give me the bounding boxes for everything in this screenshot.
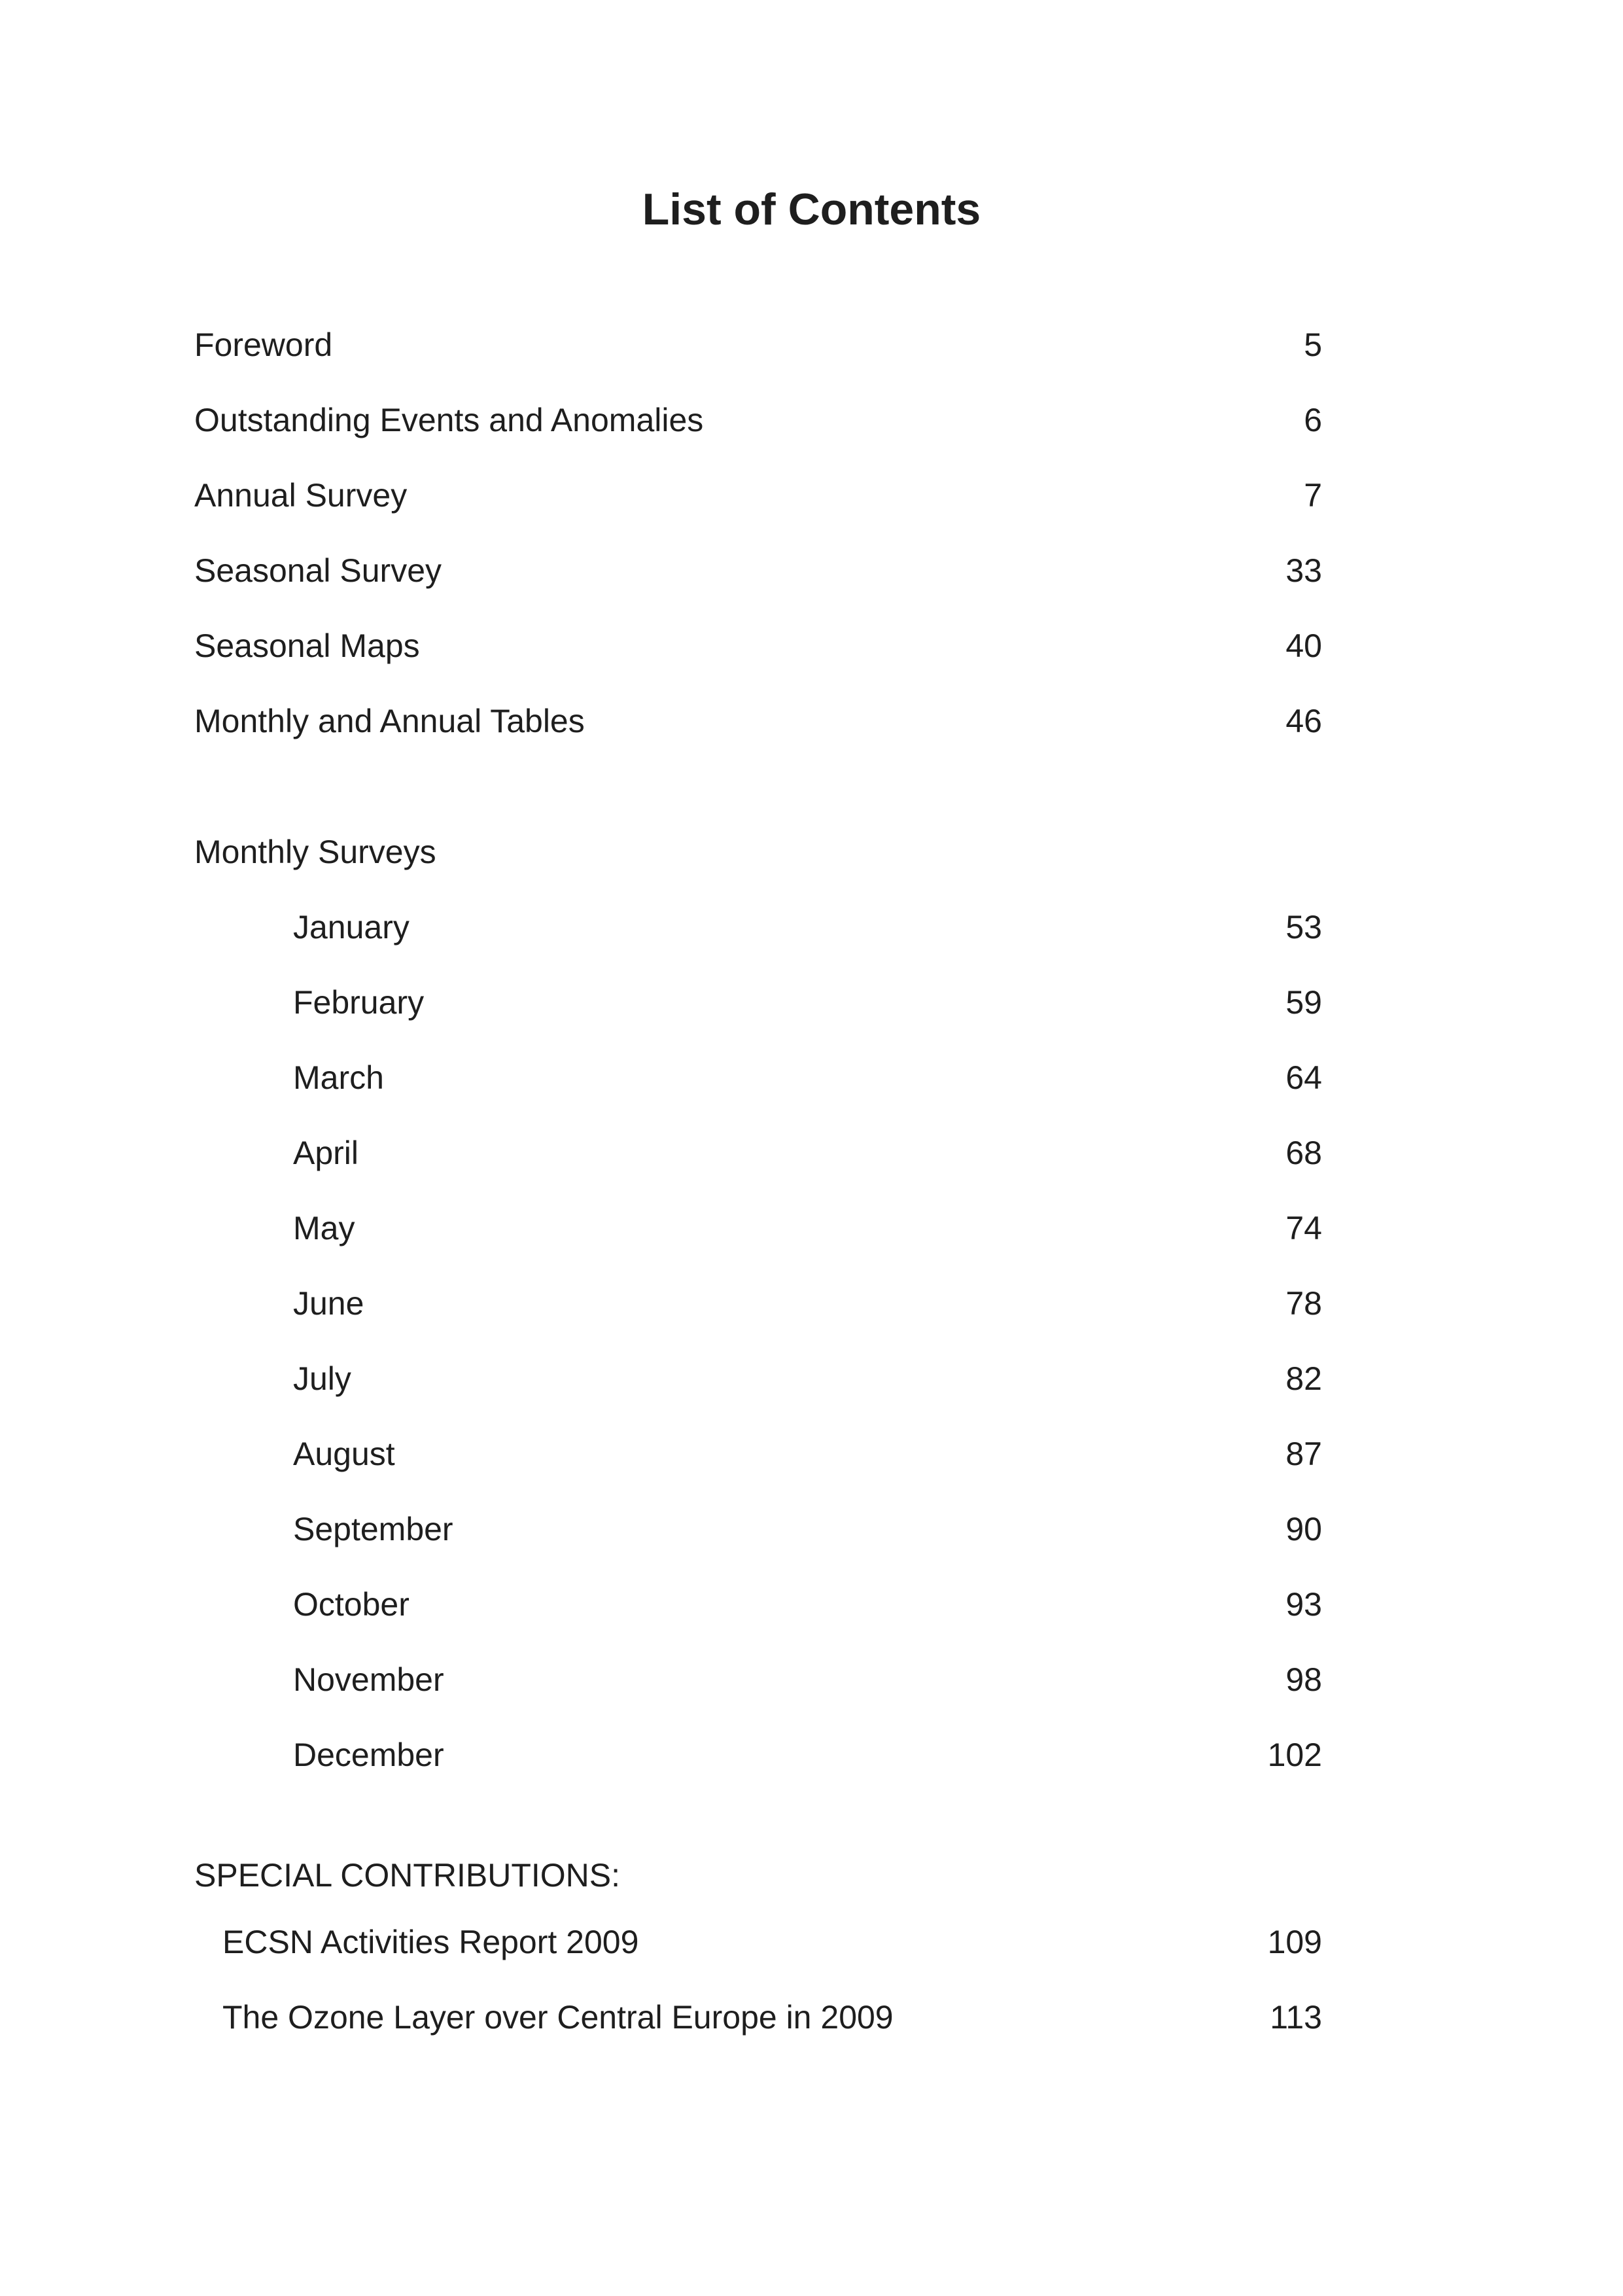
toc-entry[interactable] (0, 1729, 1623, 1781)
page-title: List of Contents (642, 185, 981, 234)
toc-entry-label: The Ozone Layer over Central Europe in 2009 (222, 1999, 894, 2036)
toc-entry[interactable] (0, 1277, 1623, 1330)
toc-entry-label: Annual Survey (194, 477, 408, 514)
toc-entry-label: Seasonal Survey (194, 552, 442, 589)
toc-entry-label: March (293, 1059, 384, 1096)
toc-entry[interactable] (0, 976, 1623, 1029)
toc-entry-label: Monthly and Annual Tables (194, 703, 585, 739)
toc-entry[interactable] (0, 1127, 1623, 1179)
toc-entry[interactable] (0, 1503, 1623, 1555)
toc-entry-label: Foreword (194, 327, 333, 363)
toc-entry-page: 82 (1285, 1360, 1322, 1397)
toc-entry-page: 59 (1285, 984, 1322, 1021)
toc-entry-label: February (293, 984, 425, 1021)
toc-entry-label: January (293, 909, 410, 945)
section-heading-monthly (0, 826, 1623, 878)
toc-entry[interactable] (0, 1653, 1623, 1706)
toc-entry-label: July (293, 1360, 351, 1397)
toc-entry-label: Outstanding Events and Anomalies (194, 402, 704, 438)
toc-entry[interactable] (0, 1051, 1623, 1104)
toc-entry-page: 40 (1285, 627, 1322, 664)
section-heading-label: Monthly Surveys (194, 834, 436, 870)
toc-entry-label: June (293, 1285, 364, 1322)
toc-entry-label: Seasonal Maps (194, 627, 420, 664)
toc-entry-page: 74 (1285, 1210, 1322, 1246)
toc-entry[interactable] (0, 1352, 1623, 1405)
toc-entry-page: 64 (1285, 1059, 1322, 1096)
toc-entry[interactable] (0, 469, 1623, 521)
toc-entry-label: August (293, 1436, 395, 1472)
toc-entry-page: 7 (1304, 477, 1322, 514)
toc-entry-page: 53 (1285, 909, 1322, 945)
toc-entry-page: 68 (1285, 1135, 1322, 1171)
section-heading-label: SPECIAL CONTRIBUTIONS: (194, 1857, 621, 1894)
toc-entry-label: September (293, 1511, 453, 1547)
toc-entry-page: 98 (1285, 1661, 1322, 1698)
toc-entry[interactable] (0, 394, 1623, 446)
toc-entry-label: April (293, 1135, 359, 1171)
toc-entry-page: 33 (1285, 552, 1322, 589)
toc-entry-page: 109 (1267, 1924, 1322, 1960)
toc-entry-page: 6 (1304, 402, 1322, 438)
toc-entry-label: November (293, 1661, 444, 1698)
toc-entry[interactable] (0, 319, 1623, 371)
toc-entry-label: ECSN Activities Report 2009 (222, 1924, 639, 1960)
toc-entry[interactable] (0, 544, 1623, 597)
toc-entry-label: May (293, 1210, 355, 1246)
toc-entry-page: 90 (1285, 1511, 1322, 1547)
toc-entry[interactable] (0, 1916, 1623, 1968)
toc-entry[interactable] (0, 901, 1623, 953)
toc-entry-page: 113 (1270, 1999, 1322, 2036)
toc-entry[interactable] (0, 620, 1623, 672)
toc-entry[interactable] (0, 1428, 1623, 1480)
toc-entry-page: 93 (1285, 1586, 1322, 1623)
toc-entry-page: 5 (1304, 327, 1322, 363)
toc-entry-page: 46 (1285, 703, 1322, 739)
toc-entry[interactable] (0, 695, 1623, 747)
toc-entry-page: 102 (1267, 1737, 1322, 1773)
section-heading-special (0, 1849, 1623, 1901)
toc-entry[interactable] (0, 1991, 1623, 2043)
toc-entry-label: December (293, 1737, 444, 1773)
toc-entry-page: 78 (1285, 1285, 1322, 1322)
toc-entry[interactable] (0, 1578, 1623, 1631)
toc-entry[interactable] (0, 1202, 1623, 1254)
toc-entry-label: October (293, 1586, 410, 1623)
toc-entry-page: 87 (1285, 1436, 1322, 1472)
